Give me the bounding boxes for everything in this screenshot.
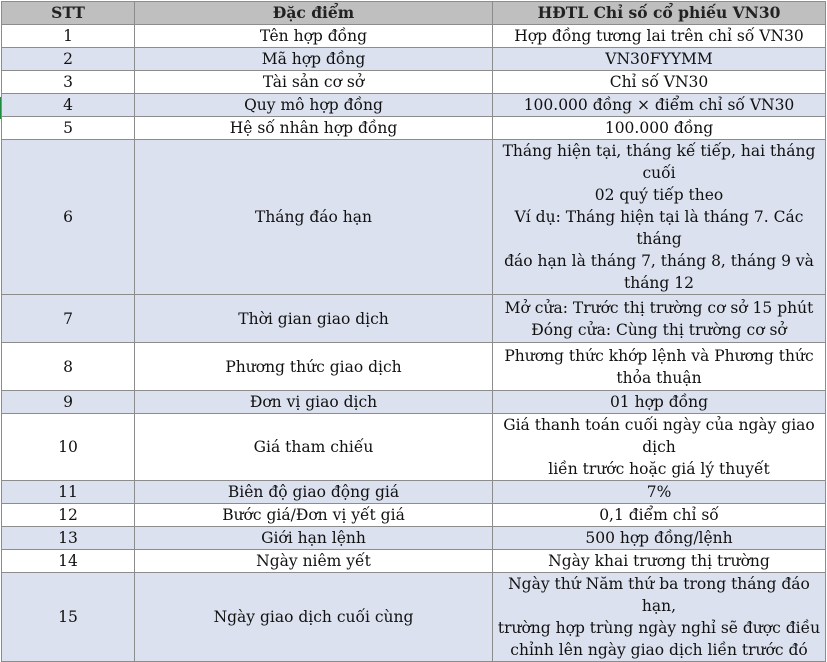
table-row xyxy=(2,295,826,343)
row-value-line: liền trước hoặc giá lý thuyết xyxy=(548,460,770,478)
row-feature: Tháng đáo hạn xyxy=(135,140,493,295)
row-value xyxy=(493,117,826,140)
row-stt: 8 xyxy=(2,343,135,391)
row-feature: Mã hợp đồng xyxy=(135,48,493,71)
row-value xyxy=(493,481,826,504)
row-value-line: thỏa thuận xyxy=(616,368,702,387)
table-row xyxy=(2,414,826,481)
row-feature: Quy mô hợp đồng xyxy=(135,94,493,117)
row-feature: Hệ số nhân hợp đồng xyxy=(135,117,493,140)
row-value xyxy=(493,414,826,481)
row-feature: Ngày giao dịch cuối cùng xyxy=(135,573,493,662)
row-value xyxy=(493,295,826,343)
row-stt: 14 xyxy=(2,550,135,573)
row-value-line: chỉnh lên ngày giao dịch liền trước đó xyxy=(510,641,808,659)
row-value xyxy=(493,140,826,295)
table-row xyxy=(2,504,826,527)
header-row xyxy=(2,2,826,25)
row-value-line: 0,1 điểm chỉ số xyxy=(599,506,719,524)
row-feature: Tên hợp đồng xyxy=(135,25,493,48)
table-row xyxy=(2,527,826,550)
row-value-line: Ngày thứ Năm thứ ba trong tháng đáo hạn, xyxy=(508,575,810,615)
row-stt: 12 xyxy=(2,504,135,527)
row-value-line: Chỉ số VN30 xyxy=(609,73,709,91)
row-value xyxy=(493,343,826,391)
contract-spec-table xyxy=(1,1,826,662)
row-value-line: 100.000 đồng × điểm chỉ số VN30 xyxy=(523,96,795,114)
row-stt: 13 xyxy=(2,527,135,550)
row-value-line: Đóng cửa: Cùng thị trường cơ sở xyxy=(531,320,787,339)
row-value xyxy=(493,391,826,414)
row-stt: 1 xyxy=(2,25,135,48)
row-value-line: đáo hạn là tháng 7, tháng 8, tháng 9 và xyxy=(504,252,814,270)
table-row xyxy=(2,481,826,504)
row-value xyxy=(493,550,826,573)
row-value-line: 02 quý tiếp theo xyxy=(594,186,724,204)
row-stt: 3 xyxy=(2,71,135,94)
row-stt: 7 xyxy=(2,295,135,343)
table-row xyxy=(2,71,826,94)
row-feature: Đơn vị giao dịch xyxy=(135,391,493,414)
row-value xyxy=(493,94,826,117)
table-row xyxy=(2,343,826,391)
table-row xyxy=(2,117,826,140)
row-feature: Biên độ giao động giá xyxy=(135,481,493,504)
row-value-line: 01 hợp đồng xyxy=(609,393,709,411)
header-value: HĐTL Chỉ số cổ phiếu VN30 xyxy=(493,2,826,25)
row-value xyxy=(493,527,826,550)
table-row xyxy=(2,94,826,117)
row-feature: Bước giá/Đơn vị yết giá xyxy=(135,504,493,527)
table-row xyxy=(2,140,826,295)
row-stt: 15 xyxy=(2,573,135,662)
row-value-line: 500 hợp đồng/lệnh xyxy=(585,529,733,547)
table-row xyxy=(2,573,826,662)
row-stt: 9 xyxy=(2,391,135,414)
row-value-line: 7% xyxy=(646,483,672,501)
table-row xyxy=(2,550,826,573)
row-feature: Thời gian giao dịch xyxy=(135,295,493,343)
row-value-line: VN30FYYMM xyxy=(605,50,713,68)
row-value-line: Tháng hiện tại, tháng kế tiếp, hai tháng cuối xyxy=(502,142,816,182)
row-value-line: Ví dụ: Tháng hiện tại là tháng 7. Các tháng xyxy=(514,208,804,248)
row-feature: Tài sản cơ sở xyxy=(135,71,493,94)
row-feature: Ngày niêm yết xyxy=(135,550,493,573)
row-value xyxy=(493,48,826,71)
row-value-line: tháng 12 xyxy=(623,274,694,292)
row-stt: 4 xyxy=(2,94,135,117)
table-row xyxy=(2,391,826,414)
row-value xyxy=(493,25,826,48)
row-stt: 10 xyxy=(2,414,135,481)
header-feature: Đặc điểm xyxy=(135,2,493,25)
row-value-line: Ngày khai trương thị trường xyxy=(548,552,770,570)
row-value-line: Giá thanh toán cuối ngày của ngày giao dịch xyxy=(503,416,815,456)
row-value xyxy=(493,504,826,527)
row-stt: 5 xyxy=(2,117,135,140)
header-stt: STT xyxy=(2,2,135,25)
row-value-line: 100.000 đồng xyxy=(604,119,714,137)
table-row xyxy=(2,25,826,48)
row-feature: Giới hạn lệnh xyxy=(135,527,493,550)
row-feature: Giá tham chiếu xyxy=(135,414,493,481)
row-stt: 11 xyxy=(2,481,135,504)
row-value-line: Phương thức khớp lệnh và Phương thức xyxy=(504,346,814,365)
row-value xyxy=(493,71,826,94)
row-value xyxy=(493,573,826,662)
row-feature: Phương thức giao dịch xyxy=(135,343,493,391)
row-stt: 2 xyxy=(2,48,135,71)
row-value-line: trường hợp trùng ngày nghỉ sẽ được điều xyxy=(497,619,821,637)
row-value-line: Hợp đồng tương lai trên chỉ số VN30 xyxy=(514,27,804,45)
table-row xyxy=(2,48,826,71)
row-stt: 6 xyxy=(2,140,135,295)
row-value-line: Mở cửa: Trước thị trường cơ sở 15 phút xyxy=(504,298,814,317)
